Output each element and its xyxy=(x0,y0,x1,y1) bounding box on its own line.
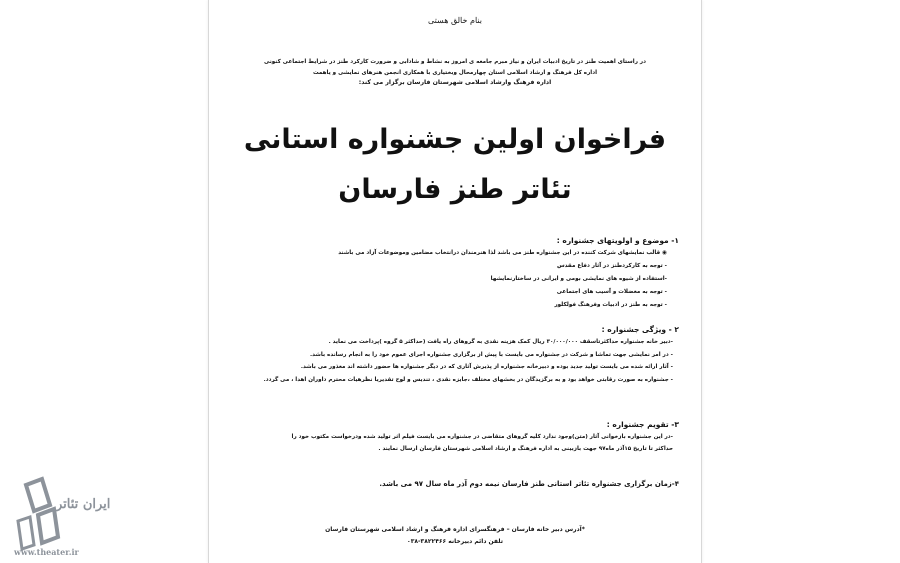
section-title: ۱- موضوع و اولویتهای جشنواره : xyxy=(556,236,679,245)
address-block xyxy=(209,524,701,547)
section-line: -دبیر خانه جشنواره حداکثرتاسقف ۳۰/۰۰۰/۰۰۰ ریال کمک هزینه نقدی به گروهای راه یافت (حداکثر ۵ گروه )پرداخت می نماید . xyxy=(328,339,673,345)
phone-line: تلفن دائم دبیرخانه ۳۸۲۲۴۶۶-۰۳۸ xyxy=(407,537,503,545)
section-topics xyxy=(231,235,679,312)
section-line: - توجه به کارکردطنز در آثار دفاع مقدس xyxy=(556,263,667,269)
section-line: - توجه به طنز در ادبیات وفرهنگ فولکلور xyxy=(554,302,667,308)
section-line: ◉ قالب نمایشهای شرکت کننده در این جشنواره طنز می باشد لذا هنرمندان درانتخاب مضامین وموضوعات آزاد می باشند xyxy=(338,250,667,256)
section-line: حداکثر تا تاریخ ۱۵آذر ماه۹۷ جهت بازبینی به اداره فرهنگ و ارشاد اسلامی شهرستان فارسان ارسال نمایند . xyxy=(378,446,673,452)
document-page xyxy=(208,0,702,563)
section-calendar xyxy=(231,419,679,455)
intro-line: اداره فرهنگ وارشاد اسلامی شهرستان فارسان برگزار می کند: xyxy=(358,79,552,86)
section-line: - توجه به معضلات و آسیب های اجتماعی xyxy=(556,289,667,295)
watermark-brand: ایران تئاتر xyxy=(56,497,111,512)
section-line: -در این جشنواره بازخوانی آثار (متن)وجود ندارد کلیه گروهای متقاضی در جشنواره می بایست فیلم اثر تولید شده ودرخواست مکتوب خود را xyxy=(291,434,673,440)
section-title: ۲ - ویژگی جشنواره : xyxy=(601,325,679,334)
iran-theater-watermark xyxy=(8,475,128,560)
section-title: ۴-زمان برگزاری جشنواره تئاتر استانی طنز فارسان نیمه دوم آذر ماه سال ۹۷ می باشد. xyxy=(379,480,679,488)
main-title-line-1: فراخوان اولین جشنواره استانی xyxy=(243,124,667,155)
intro-line: اداره کل فرهنگ و ارشاد اسلامی استان چهارمحال وبختیاری با همکاری انجمن هنرهای نمایشی و یاهمت xyxy=(312,69,598,76)
section-features xyxy=(231,324,679,386)
intro-paragraph xyxy=(234,57,676,89)
intro-line: در راستای اهمیت طنز در تاریخ ادبیات ایران و نیاز مبرم جامعه ی امروز به نشاط و شادابی و ضرورت کارکرد طنز در شرایط اجتماعی کنونی xyxy=(264,59,646,65)
section-title: ۳- تقویم جشنواره : xyxy=(606,420,679,429)
section-line: - آثار ارائه شده می بایست تولید جدید بوده و دبیرخانه جشنواره از پذیرش آثاری که در دیگر جشنواره ها حضور داشته اند معذور می باشد. xyxy=(300,364,673,370)
address-line: *آدرس دبیر خانه فارسان – فرهنگسرای اداره فرهنگ و ارشاد اسلامی شهرستان فارسان xyxy=(325,526,585,533)
section-line: -استفاده از شیوه های نمایشی بومی و ایرانی در ساختارنمایشها xyxy=(490,276,667,282)
watermark-url: www.theater.ir xyxy=(14,547,79,557)
section-line: - جشنواره به صورت رقابتی خواهد بود و به برگزیدگان در بخشهای مختلف ،جایزه نقدی ، تندیس و لوح تقدیربا نظرهیات محترم داوران اهدا ، می گردد. xyxy=(263,376,673,383)
main-title-line-2: تئاتر طنز فارسان xyxy=(338,174,572,205)
section-line: - در امر نمایشی جهت تماشا و شرکت در جشنواره می بایست با پیش از برگزاری جشنواره اجرای عموم خود را به انجام رسانده باشد. xyxy=(310,351,673,358)
section-festival-time xyxy=(231,478,679,490)
bismillah-heading: بنام خالق هستی xyxy=(427,16,483,25)
